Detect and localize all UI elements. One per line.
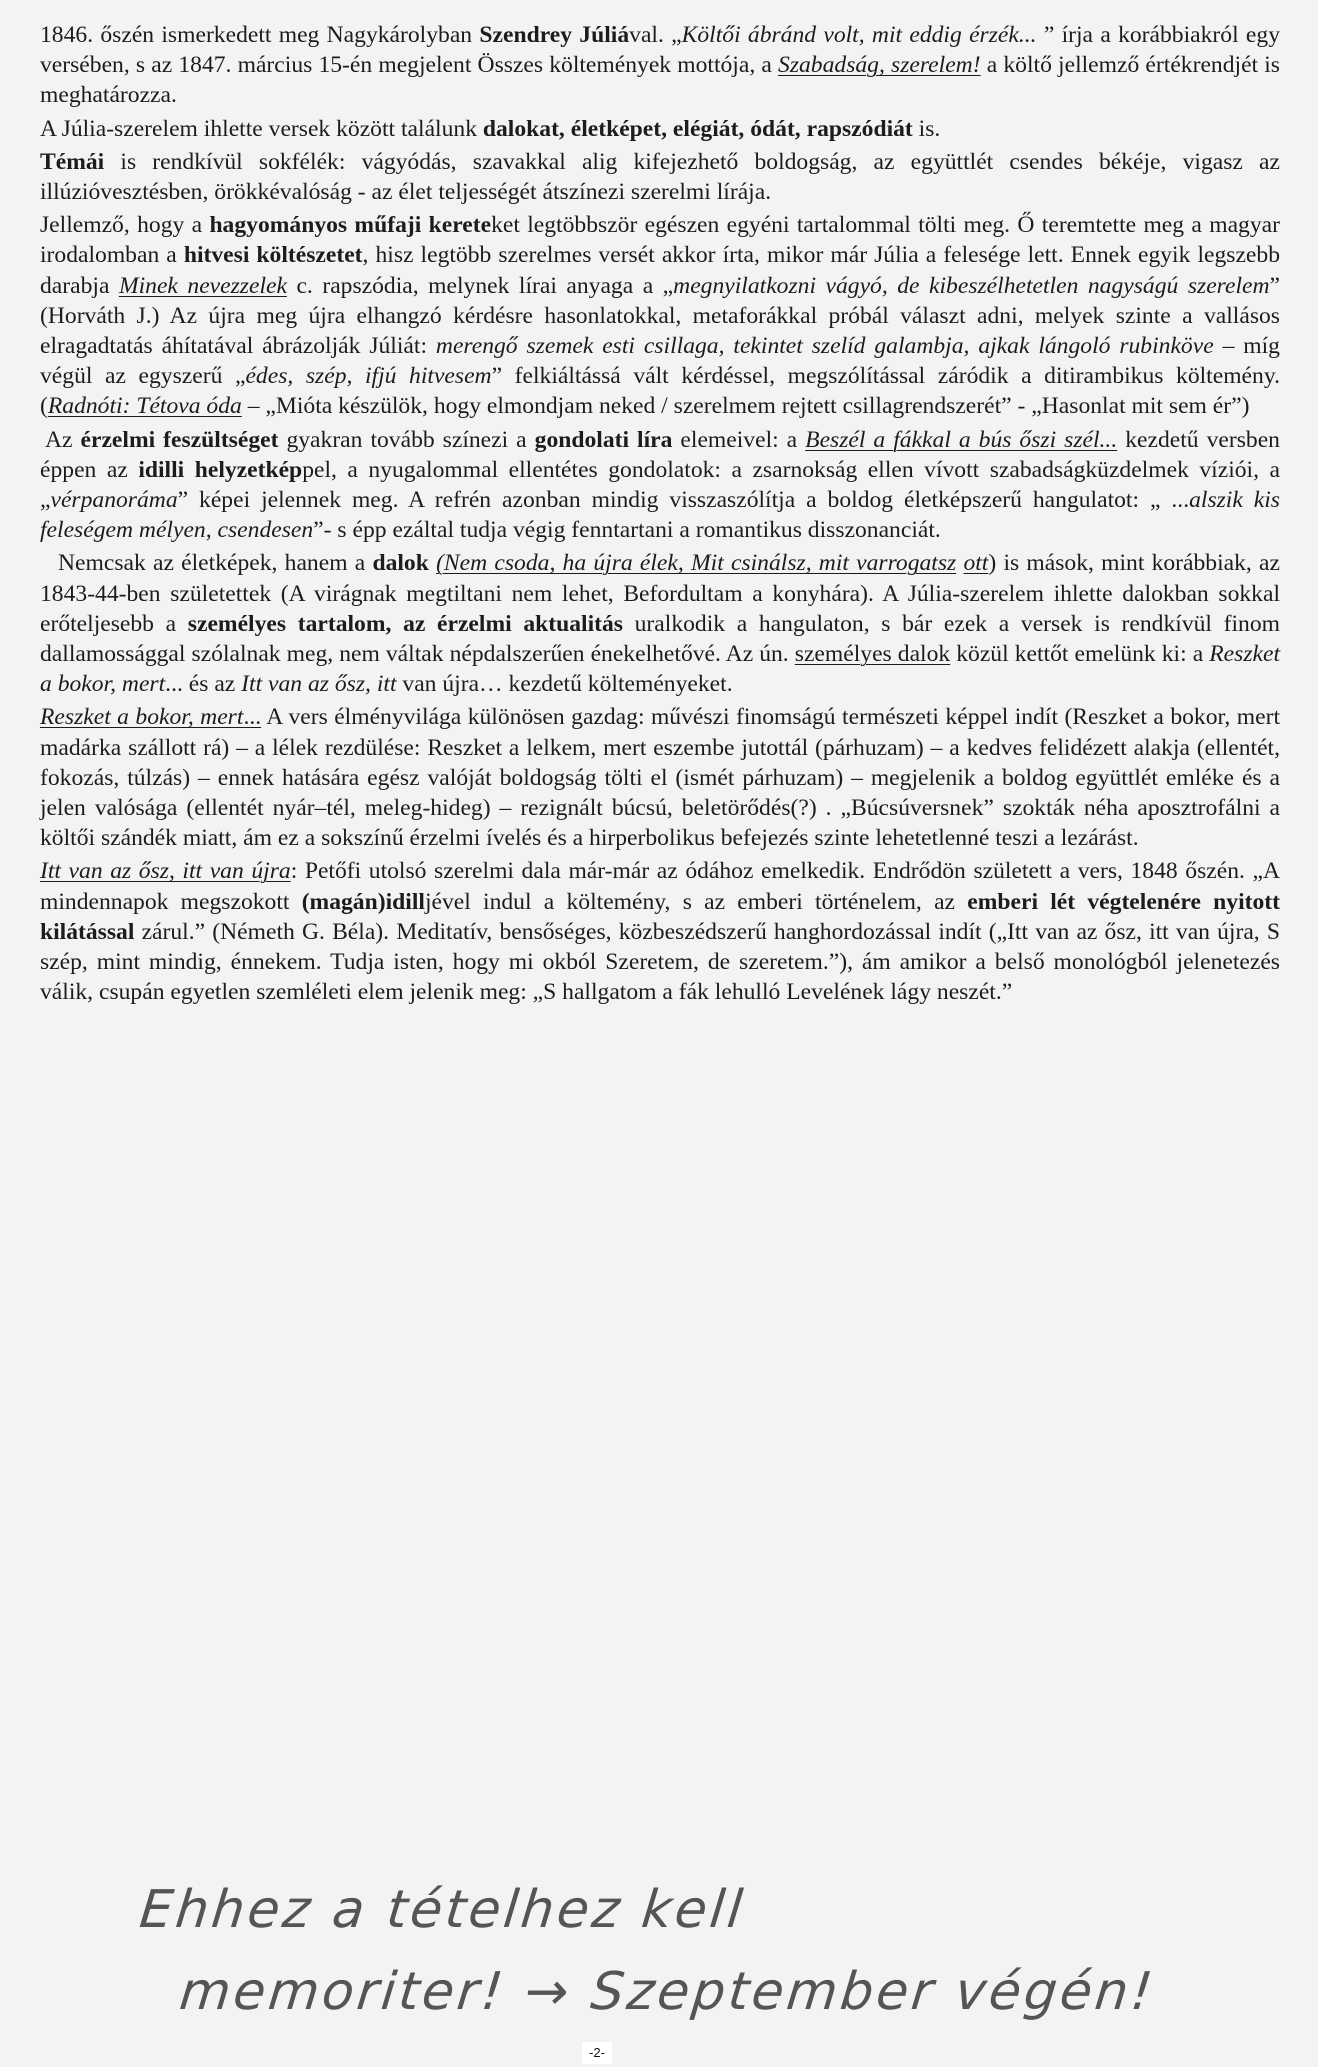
- underlined-title: Radnóti: Tétova óda: [47, 393, 242, 420]
- text-run: , hisz legtöbb szerelmes versét akkor írta, mikor már Júlia a felesége lett. Ennek egyik legszebb darabja: [40, 242, 1280, 299]
- text-run: – míg végül az egyszerű „: [40, 333, 1280, 390]
- underlined-title: Beszél a fákkal a bús őszi szél...: [805, 426, 1118, 453]
- text-run: : Petőfi utolsó szerelmi dala már-már az ódához emelkedik. Endrődön született a vers, 1848 őszén. „A mindennapok megszokott: [40, 858, 1281, 915]
- handwritten-note-line-2: memoriter! → Szeptember végén!: [176, 1962, 1159, 2022]
- paragraph: [40, 20, 1280, 111]
- text-run: A vers élményvilága különösen gazdag: művészi finomságú természeti képpel indít (Reszket a bokor, mert madárka szállott rá) – a lélek rezdülése: Reszket a lelkem, mert eszembe jutottál (párhuzam) – a kedves felidézett alakja (ellentét, fokozás, túlzás) – ennek hatására egész valóját boldogság tölti el (ismét párhuzam) – megjelenik a boldog együttlét emléke és a jelen valósága (ellentét nyár–tél, meleg-hideg) – rezignált búcsú, beletörődés(?) . „Búcsúversnek” szokták néha aposztrofálni a költői szándék miatt, ám ez a sokszínű érzelmi ívelés és a hirperbolikus befejezés szinte lehetetlenné teszi a lezárást.: [40, 704, 1280, 852]
- text-run: kezdetű versben éppen az: [40, 426, 1280, 483]
- underlined-title: ...: [243, 704, 262, 731]
- italic-quote: alszik kis feleségem mélyen, csendesen: [40, 487, 1280, 544]
- text-run: ” írja a korábbiakról egy versében, s az 1847. március 15-én megjelent Összes költemények mottója, a: [40, 22, 1280, 79]
- page-number: -2-: [582, 2042, 612, 2064]
- text-run: ) is mások, mint korábbiak, az 1843-44-ben születettek (A virágnak megtiltani nem lehet, Befordultam a konyhára). A Júlia-szerelem ihlette dalokban sokkal erőteljesebb a: [40, 550, 1280, 637]
- text-run: – „Mióta készülök, hogy elmondjam neked / szerelmem rejtett csillagrendszerét” - „Hasonlat mit sem ér”): [241, 393, 1250, 420]
- paragraph: [40, 425, 1280, 546]
- bold-term: idilli helyzetkép: [138, 456, 303, 483]
- underlined-title: Szabadság, szerelem!: [778, 52, 981, 79]
- bold-term: hitvesi költészetet: [183, 242, 363, 269]
- underlined-title: (Nem csoda, ha újra élek, Mit csinálsz, mit varrogatsz: [436, 550, 957, 577]
- paragraph: [40, 114, 1280, 144]
- underlined-title: Reszket a bokor, mert: [40, 704, 244, 731]
- text-run: elemeivel: a: [672, 426, 806, 453]
- italic-quote: vérpanoráma: [50, 487, 178, 514]
- paragraph: [40, 856, 1280, 1007]
- text-run: 1846. őszén ismerkedett meg Nagykárolyban: [40, 22, 480, 48]
- paragraph: [40, 147, 1280, 207]
- bold-term: emberi lét végtelenére nyitott kilátással: [40, 888, 1280, 945]
- underlined-title: Minek nevezzelek: [118, 272, 287, 299]
- text-run: ” (Horváth J.) Az újra meg újra elhangzó kérdésre hasonlatokkal, metaforákkal próbál választ adni, melyek szinte a vallásos elragadtatás áhítatával ábrázolják Júliát:: [40, 272, 1280, 360]
- text-run: Nemcsak az életképek, hanem a: [58, 550, 373, 577]
- text-run: uralkodik a hangulaton, s bár ezek a versek is rendkívül finom dallamossággal szólalnak meg, nem váltak népdalszerűen énekelhetővé. Az ún.: [40, 610, 1280, 668]
- text-run: van újra… kezdetű költeményeket.: [396, 671, 733, 698]
- text-run: gyakran tovább színezi a: [278, 426, 535, 453]
- text-run: is.: [912, 115, 941, 142]
- paragraph: [40, 210, 1280, 421]
- italic-quote: édes, szép, ifjú hitvesem: [245, 363, 492, 390]
- bold-term: érzelmi feszültséget: [80, 426, 279, 453]
- document-page: [40, 20, 1280, 1011]
- paragraph: [40, 702, 1280, 853]
- text-run: ... és az: [165, 671, 242, 698]
- bold-term: dalok: [372, 550, 429, 577]
- text-run: val. „: [629, 22, 682, 48]
- document-body: [40, 20, 1280, 1008]
- text-run: ket legtöbbször egészen egyéni tartalommal tölti meg. Ő teremtette meg a magyar irodalomban a: [40, 212, 1280, 269]
- text-run: pel, a nyugalommal ellentétes gondolatok: a zsarnokság ellen vívott szabadságküzdelmek víziói, a „: [40, 456, 1280, 514]
- text-run: c. rapszódia, melynek lírai anyaga a „: [286, 272, 674, 299]
- text-run: ” felkiáltássá vált kérdéssel, megszólítással záródik a ditirambikus költemény. (: [40, 363, 1280, 420]
- italic-quote: Reszket a bokor, mert: [40, 641, 1280, 698]
- text-run: ” képei jelennek meg. A refrén azonban mindig visszaszólítja a boldog életképszerű hangulatot: „ ...: [177, 487, 1190, 514]
- text-run: Az: [45, 426, 81, 453]
- paragraph: [40, 548, 1280, 699]
- text-run: jével indul a költemény, s az emberi történelem, az: [424, 888, 968, 915]
- bold-term: dalokat, életképet, elégiát, ódát, rapszódiát: [482, 115, 913, 142]
- text-run: A Júlia-szerelem ihlette versek között találunk: [40, 115, 483, 142]
- text-run: közül kettőt emelünk ki: a: [950, 641, 1210, 668]
- underlined-title: Itt van az ősz, itt van újra: [40, 858, 291, 885]
- text-run: ”- s épp ezáltal tudja végig fenntartani a romantikus disszonanciát.: [313, 517, 941, 544]
- bold-term: (magán)idill: [301, 888, 425, 915]
- italic-quote: Költői ábránd volt, mit eddig érzék...: [681, 22, 1037, 48]
- underlined-title: ott: [963, 550, 989, 577]
- handwritten-note-line-1: Ehhez a tételhez kell: [136, 1880, 749, 1940]
- text-run: a költő jellemző értékrendjét is meghatározza.: [40, 52, 1280, 109]
- italic-quote: Itt van az ősz, itt: [241, 671, 397, 698]
- italic-quote: megnyilatkozni vágyó, de kibeszélhetetlen nagyságú szerelem: [673, 272, 1270, 299]
- italic-quote: merengő szemek esti csillaga, tekintet szelíd galambja, ajkak lángoló rubinköve: [435, 333, 1214, 360]
- bold-term: hagyományos műfaji kerete: [209, 212, 492, 239]
- text-run: is rendkívül sokfélék: vágyódás, szavakkal alig kifejezhető boldogság, az együttlét csendes békéje, vigasz az illúzióvesztésben, örökkévalóság - az élet teljességét átszínezi szerelmi lírája.: [40, 148, 1280, 206]
- text-run: Jellemző, hogy a: [40, 212, 210, 239]
- underlined-title: személyes dalok: [794, 641, 951, 668]
- bold-term: Témái: [40, 148, 105, 175]
- bold-term: Szendrey Júliá: [479, 22, 630, 48]
- text-run: zárul.” (Németh G. Béla). Meditatív, bensőséges, közbeszédszerű hanghordozással indít („Itt van az ősz, itt van újra, S szép, mint mindig, énnekem. Tudja isten, hogy mi okból Szeretem, de szeretem.”), ám amikor a belső monológból jelenetezés válik, csupán egyetlen szemléleti elem jelenik meg: „S hallgatom a fák lehulló Levelének lágy neszét.”: [40, 918, 1280, 1006]
- bold-term: személyes tartalom, az érzelmi aktualitás: [187, 610, 623, 637]
- handwritten-note: [136, 1880, 1290, 2030]
- bold-term: gondolati líra: [534, 426, 673, 453]
- text-run: [429, 550, 436, 576]
